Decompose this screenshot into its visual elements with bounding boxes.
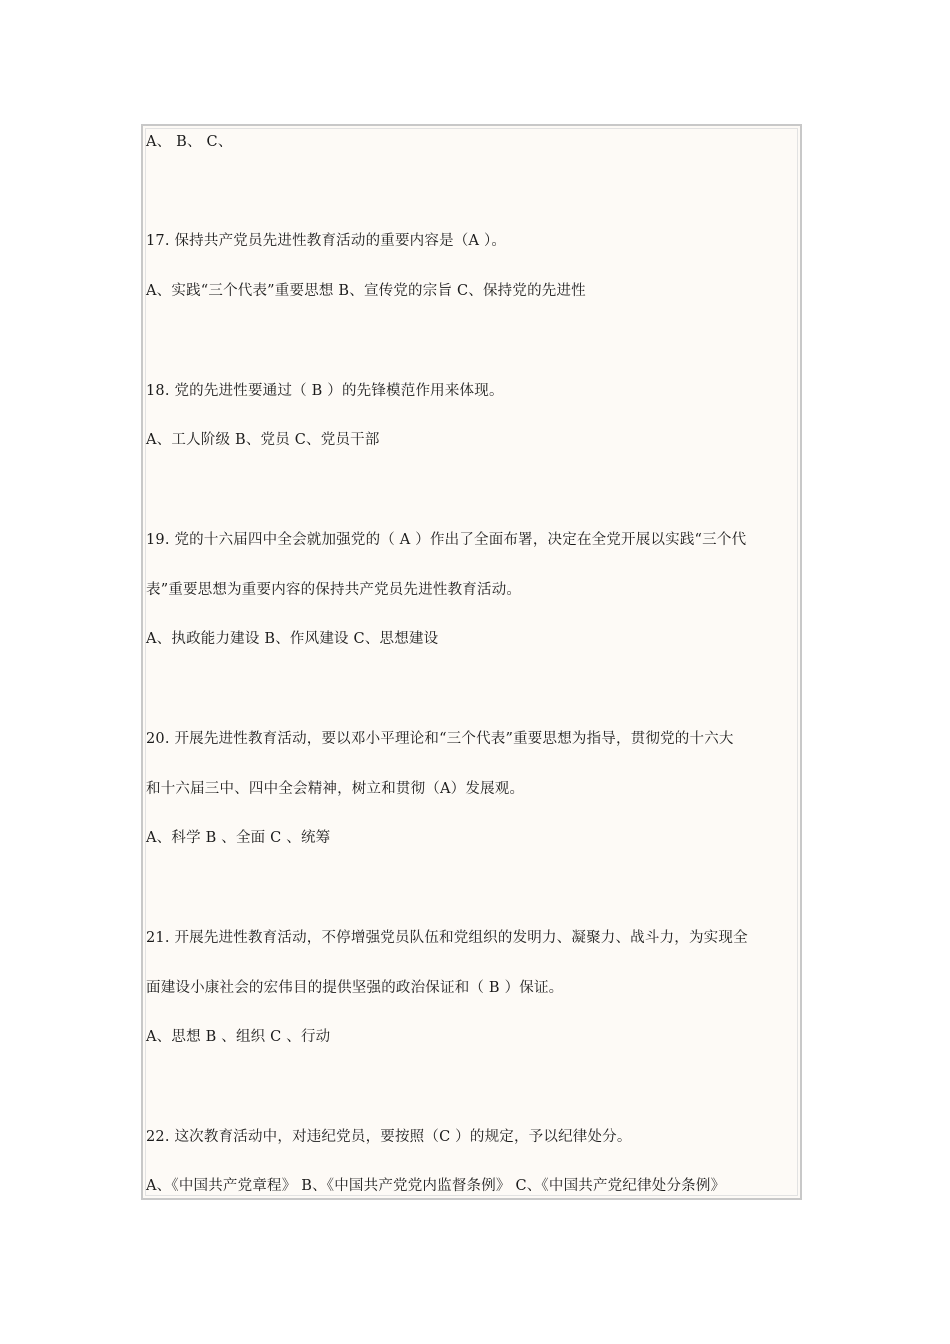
answer-options-17: A、实践“三个代表”重要思想 B、宣传党的宗旨 C、保持党的先进性: [146, 283, 586, 299]
question-21-line-2: 面建设小康社会的宏伟目的提供坚强的政治保证和（ B ）保证。: [146, 980, 564, 996]
content-frame: [141, 124, 802, 1200]
question-19-line-1: 19. 党的十六届四中全会就加强党的（ A ）作出了全面布署，决定在全党开展以实践“三个代: [146, 532, 747, 548]
question-20-line-1: 20. 开展先进性教育活动，要以邓小平理论和“三个代表”重要思想为指导，贯彻党的十六大: [146, 731, 734, 747]
question-20-line-2: 和十六届三中、四中全会精神，树立和贯彻（A）发展观。: [146, 781, 525, 797]
question-21-line-1: 21. 开展先进性教育活动，不停增强党员队伍和党组织的发明力、凝聚力、战斗力，为实现全: [146, 930, 748, 946]
answer-options-16: A、 B、 C、: [146, 134, 233, 150]
question-17: 17. 保持共产党员先进性教育活动的重要内容是（A ）。: [146, 233, 507, 249]
question-19-line-2: 表”重要思想为重要内容的保持共产党员先进性教育活动。: [146, 582, 522, 598]
question-22: 22. 这次教育活动中，对违纪党员，要按照（C ）的规定，予以纪律处分。: [146, 1129, 632, 1145]
answer-options-21: A、思想 B 、组织 C 、行动: [146, 1029, 331, 1045]
answer-options-22: A、《中国共产党章程》 B、《中国共产党党内监督条例》 C、《中国共产党纪律处分条例》: [146, 1178, 726, 1194]
answer-options-20: A、科学 B 、全面 C 、统筹: [146, 830, 331, 846]
answer-options-19: A、执政能力建设 B、作风建设 C、思想建设: [146, 631, 439, 647]
question-18: 18. 党的先进性要通过（ B ）的先锋模范作用来体现。: [146, 383, 504, 399]
answer-options-18: A、工人阶级 B、党员 C、党员干部: [146, 432, 380, 448]
